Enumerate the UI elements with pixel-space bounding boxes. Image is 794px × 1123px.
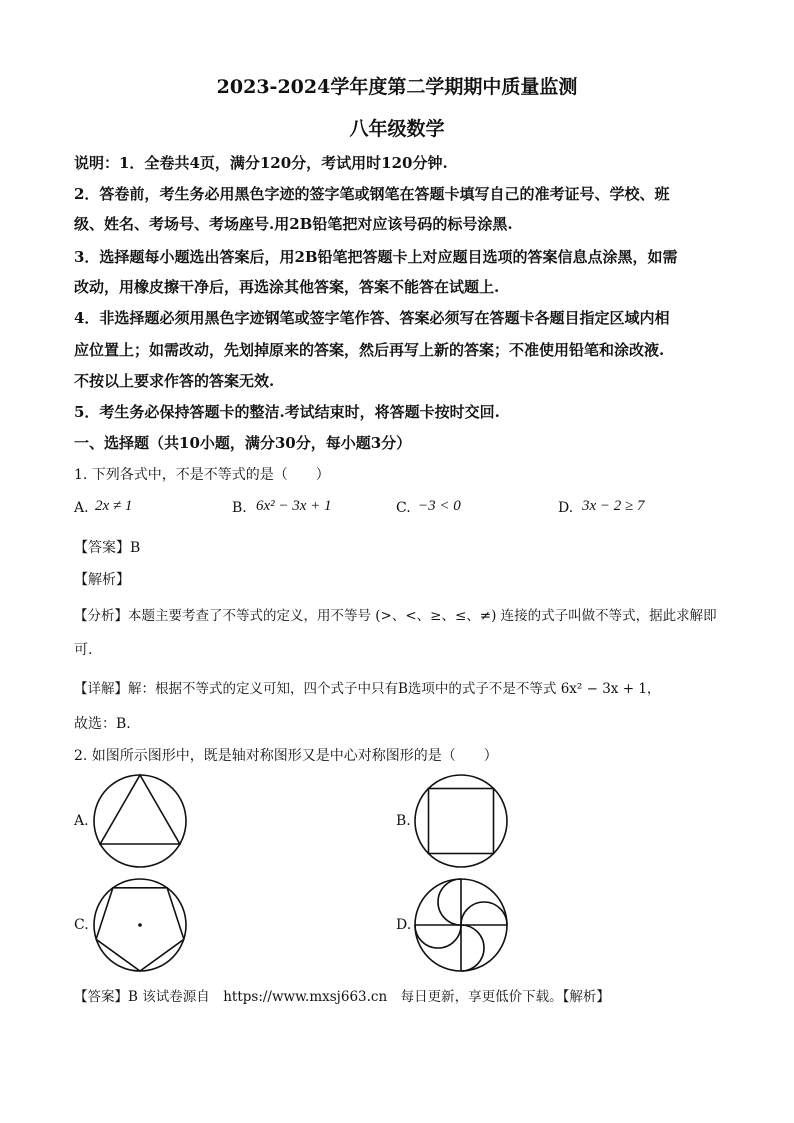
- q1-option-c-expr: −3 < 0: [418, 498, 461, 514]
- q2-option-d-label: D.: [396, 917, 412, 933]
- instruction-4b: 应位置上；如需改动，先划掉原来的答案，然后再写上新的答案；不准使用铅笔和涂改液.: [74, 341, 665, 359]
- q1-option-d-expr: 3x − 2 ≥ 7: [582, 498, 645, 514]
- instruction-3b: 改动，用橡皮擦干净后，再选涂其他答案，答案不能答在试题上.: [74, 278, 500, 296]
- q1-stem: 1. 下列各式中，不是不等式的是（ ）: [74, 467, 330, 483]
- q2-stem: 2. 如图所示图形中，既是轴对称图形又是中心对称图形的是（ ）: [74, 748, 498, 764]
- q1-fenxi-b: 可.: [74, 642, 93, 658]
- page-title: 2023-2024学年度第二学期期中质量监测: [216, 76, 578, 98]
- q1-option-b-label: B.: [232, 500, 247, 516]
- q2-option-c-label: C.: [74, 917, 89, 933]
- instruction-2a: 2．答卷前，考生务必用黑色字迹的签字笔或钢笔在答题卡填写自己的准考证号、学校、班: [74, 185, 670, 203]
- q2-answer-line: 【答案】B 该试卷源自 https://www.mxsj663.cn 每日更新，享更低价下载。【解析】: [74, 989, 610, 1005]
- q2-option-a-label: A.: [74, 813, 89, 829]
- q1-option-c-label: C.: [396, 500, 411, 516]
- instruction-1: 说明：1．全卷共4页，满分120分，考试用时120分钟.: [74, 154, 448, 172]
- instruction-4a: 4．非选择题必须用黑色字迹钢笔或签字笔作答、答案必须写在答题卡各题目指定区域内相: [74, 309, 670, 327]
- q2-figure-d-circle-swirl: [413, 877, 509, 973]
- section-heading: 一、选择题（共10小题，满分30分，每小题3分）: [74, 434, 412, 452]
- q1-answer: 【答案】B: [74, 540, 141, 556]
- instruction-3a: 3．选择题每小题选出答案后，用2B铅笔把答题卡上对应题目选项的答案信息点涂黑，如需: [74, 248, 678, 266]
- q2-figure-b-circle-square: [413, 773, 509, 869]
- instruction-5: 5．考生务必保持答题卡的整洁.考试结束时，将答题卡按时交回.: [74, 403, 500, 421]
- q2-option-b-label: B.: [396, 813, 411, 829]
- q2-figure-c-circle-pentagon: [92, 877, 188, 973]
- q1-fenxi-a: 【分析】本题主要考查了不等式的定义，用不等号 (>、<、≥、≤、≠) 连接的式子叫做不等式，据此求解即: [74, 608, 717, 624]
- page-subtitle: 八年级数学: [349, 118, 445, 140]
- q1-detail: 【详解】解：根据不等式的定义可知，四个式子中只有B选项中的式子不是不等式 6x² − 3x + 1，: [74, 681, 661, 697]
- q1-option-a-expr: 2x ≠ 1: [95, 498, 133, 514]
- q2-figure-a-circle-triangle: [92, 773, 188, 869]
- q1-option-d-label: D.: [558, 500, 574, 516]
- instruction-4c: 不按以上要求作答的答案无效.: [74, 372, 275, 390]
- instruction-2b: 级、姓名、考场号、考场座号.用2B铅笔把对应该号码的标号涂黑.: [74, 215, 513, 233]
- q1-conclusion: 故选：B.: [74, 716, 131, 732]
- q1-option-b-expr: 6x² − 3x + 1: [256, 498, 332, 514]
- q1-analysis-tag: 【解析】: [74, 572, 130, 588]
- q1-option-a-label: A.: [74, 500, 89, 516]
